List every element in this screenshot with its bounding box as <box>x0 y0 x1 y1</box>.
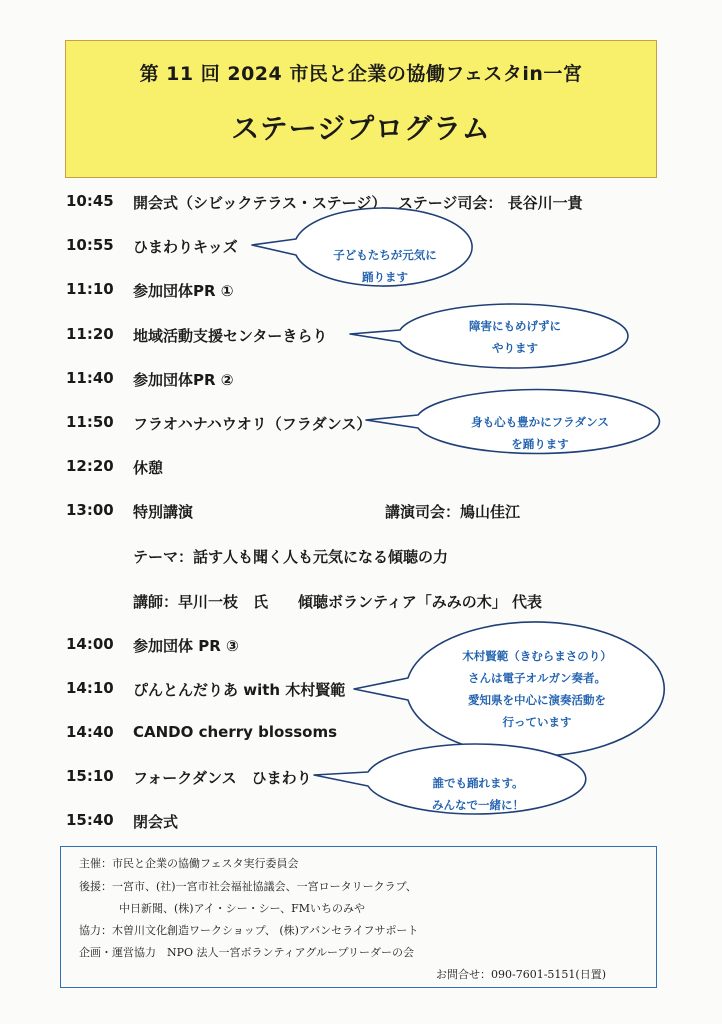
schedule-time: 15:40 <box>66 811 114 829</box>
lecture-host: 講演司会：鳩山佳江 <box>385 503 521 521</box>
schedule-item: CANDO cherry blossoms <box>133 723 338 741</box>
schedule-time: 15:10 <box>66 767 114 785</box>
schedule-time: 13:00 <box>66 501 114 519</box>
schedule-time: 12:20 <box>66 457 114 475</box>
sponsor-line: 後援：一宮市、(社)一宮市社会福祉協議会、一宮ロータリークラブ、 <box>79 880 417 893</box>
schedule-item: 参加団体PR ② <box>133 371 234 389</box>
schedule-item: 参加団体PR ① <box>133 282 234 300</box>
schedule-item: ぴんとんだりあ with 木村賢範 <box>133 681 346 699</box>
event-title: 第 11 回 2024 市民と企業の協働フェスタin一宮 <box>139 63 583 85</box>
schedule-item: 特別講演 <box>133 503 194 521</box>
contact-line: お問合せ：090-7601-5151(日置) <box>436 968 606 981</box>
schedule-time: 11:50 <box>66 413 114 431</box>
schedule-time: 10:55 <box>66 236 114 254</box>
lecture-theme: テーマ：話す人も聞く人も元気になる傾聴の力 <box>133 548 449 566</box>
cooperation-line: 協力：木曽川文化創造ワークショップ、 (株)アバンセライフサポート <box>79 924 419 937</box>
schedule-time: 11:40 <box>66 369 114 387</box>
schedule-time: 10:45 <box>66 192 114 210</box>
schedule-item: フラオハナハウオリ（フラダンス） <box>133 415 372 433</box>
speech-bubble-kimura: 木村賢範（きむらまさのり） さんは電子オルガン奏者。 愛知県を中心に演奏活動を 行っています <box>462 649 612 729</box>
schedule-item: 休憩 <box>133 459 164 477</box>
sponsor-line-cont: 中日新聞、(株)アイ・シー・シー、FMいちのみや <box>119 902 366 915</box>
schedule-item: フォークダンス ひまわり <box>133 769 312 787</box>
speech-bubble-folkdance: 誰でも踊れます。 みんなで一緒に！ <box>432 776 524 812</box>
organizer-info-box <box>60 846 657 988</box>
organizer-line: 主催：市民と企業の協働フェスタ実行委員会 <box>79 857 299 870</box>
stage-host: ステージ司会： 長谷川一貴 <box>398 194 583 212</box>
speech-bubble-hula: 身も心も豊かにフラダンス を踊ります <box>471 415 609 451</box>
schedule-time: 11:20 <box>66 325 114 343</box>
schedule-item: 地域活動支援センターきらり <box>133 327 328 345</box>
schedule-item: ひまわりキッズ <box>133 238 238 256</box>
lecture-speaker: 講師：早川一枝 氏 傾聴ボランティア「みみの木」 代表 <box>133 593 543 611</box>
schedule-time: 14:40 <box>66 723 114 741</box>
schedule-time: 14:00 <box>66 635 114 653</box>
speech-bubble-himawari-kids: 子どもたちが元気に 踊ります <box>333 248 437 284</box>
schedule-time: 14:10 <box>66 679 114 697</box>
schedule-item: 参加団体 PR ③ <box>133 637 239 655</box>
schedule-item: 開会式（シビックテラス・ステージ） <box>133 194 387 212</box>
schedule-item: 閉会式 <box>133 813 179 831</box>
program-title: ステージプログラム <box>231 112 491 145</box>
planning-line: 企画・運営協力 NPO 法人一宮ボランティアグループリーダーの会 <box>79 946 415 959</box>
speech-bubble-kirari: 障害にもめげずに やります <box>469 319 561 355</box>
schedule-time: 11:10 <box>66 280 114 298</box>
